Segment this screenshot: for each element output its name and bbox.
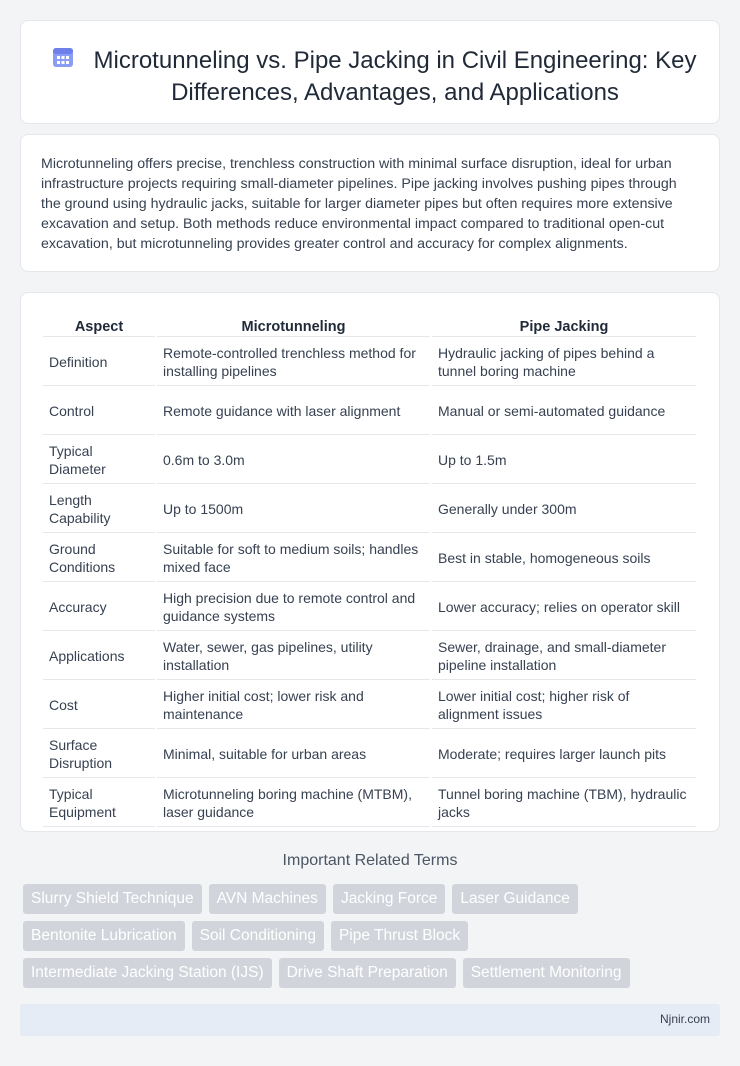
- term-tag[interactable]: Drive Shaft Preparation: [279, 958, 456, 988]
- aspect-cell: Typical Diameter: [43, 437, 155, 484]
- table-row: [43, 633, 696, 680]
- comparison-table: [41, 313, 698, 829]
- table-header-row: [43, 315, 696, 337]
- term-row: [23, 958, 723, 988]
- comparison-table-card: [20, 292, 720, 832]
- term-tag[interactable]: Pipe Thrust Block: [331, 921, 468, 951]
- related-terms-list: [23, 884, 723, 995]
- term-tag[interactable]: Bentonite Lubrication: [23, 921, 185, 951]
- page-title: Microtunneling vs. Pipe Jacking in Civil Engineering: Key Differences, Advantages, and Applications: [93, 47, 697, 106]
- pipe-jacking-cell: Tunnel boring machine (TBM), hydraulic jacks: [432, 780, 696, 827]
- term-row: [23, 884, 723, 914]
- table-row: [43, 584, 696, 631]
- microtunneling-cell: Remote-controlled trenchless method for installing pipelines: [157, 339, 430, 386]
- pipe-jacking-cell: Hydraulic jacking of pipes behind a tunnel boring machine: [432, 339, 696, 386]
- table-row: [43, 388, 696, 435]
- pipe-jacking-cell: Up to 1.5m: [432, 437, 696, 484]
- table-row: [43, 780, 696, 827]
- term-tag[interactable]: Jacking Force: [333, 884, 445, 914]
- title-card: [20, 20, 720, 124]
- header-microtunneling: Microtunneling: [157, 315, 430, 337]
- pipe-jacking-cell: Sewer, drainage, and small-diameter pipeline installation: [432, 633, 696, 680]
- header-pipe-jacking: Pipe Jacking: [432, 315, 696, 337]
- term-row: [23, 921, 723, 951]
- aspect-cell: Cost: [43, 682, 155, 729]
- term-tag[interactable]: Settlement Monitoring: [463, 958, 630, 988]
- table-row: [43, 535, 696, 582]
- term-tag[interactable]: Intermediate Jacking Station (IJS): [23, 958, 272, 988]
- microtunneling-cell: Remote guidance with laser alignment: [157, 388, 430, 435]
- microtunneling-cell: High precision due to remote control and guidance systems: [157, 584, 430, 631]
- term-tag[interactable]: AVN Machines: [209, 884, 326, 914]
- pipe-jacking-cell: Generally under 300m: [432, 486, 696, 533]
- table-row: [43, 437, 696, 484]
- related-terms-heading: Important Related Terms: [282, 852, 458, 869]
- microtunneling-cell: Water, sewer, gas pipelines, utility installation: [157, 633, 430, 680]
- microtunneling-cell: 0.6m to 3.0m: [157, 437, 430, 484]
- microtunneling-cell: Higher initial cost; lower risk and maintenance: [157, 682, 430, 729]
- pipe-jacking-cell: Best in stable, homogeneous soils: [432, 535, 696, 582]
- aspect-cell: Applications: [43, 633, 155, 680]
- term-tag[interactable]: Slurry Shield Technique: [23, 884, 202, 914]
- aspect-cell: Ground Conditions: [43, 535, 155, 582]
- pipe-jacking-cell: Manual or semi-automated guidance: [432, 388, 696, 435]
- table-row: [43, 731, 696, 778]
- aspect-cell: Control: [43, 388, 155, 435]
- footer-source[interactable]: Njnir.com: [659, 1012, 710, 1026]
- term-tag[interactable]: Laser Guidance: [452, 884, 577, 914]
- header-aspect: Aspect: [43, 315, 155, 337]
- microtunneling-cell: Minimal, suitable for urban areas: [157, 731, 430, 778]
- table-row: [43, 682, 696, 729]
- term-tag[interactable]: Soil Conditioning: [192, 921, 324, 951]
- aspect-cell: Definition: [43, 339, 155, 386]
- footer: [20, 1004, 720, 1036]
- aspect-cell: Length Capability: [43, 486, 155, 533]
- aspect-cell: Accuracy: [43, 584, 155, 631]
- pipe-jacking-cell: Moderate; requires larger launch pits: [432, 731, 696, 778]
- microtunneling-cell: Up to 1500m: [157, 486, 430, 533]
- aspect-cell: Typical Equipment: [43, 780, 155, 827]
- table-row: [43, 486, 696, 533]
- pipe-jacking-cell: Lower accuracy; relies on operator skill: [432, 584, 696, 631]
- intro-card: [20, 134, 720, 272]
- pipe-jacking-cell: Lower initial cost; higher risk of alignment issues: [432, 682, 696, 729]
- microtunneling-cell: Microtunneling boring machine (MTBM), laser guidance: [157, 780, 430, 827]
- table-row: [43, 339, 696, 386]
- intro-paragraph: Microtunneling offers precise, trenchless construction with minimal surface disruption, ideal for urban infrastructure projects requiring small-diameter pipelines. Pipe jacking involves pushing pipes through the ground using hydraulic jacks, suitable for larger diameter pipes but often requires more extensive excavation and setup. Both methods reduce environmental impact compared to traditional open-cut excavation, but microtunneling provides greater control and accuracy for complex alignments.: [41, 156, 677, 252]
- aspect-cell: Surface Disruption: [43, 731, 155, 778]
- microtunneling-cell: Suitable for soft to medium soils; handles mixed face: [157, 535, 430, 582]
